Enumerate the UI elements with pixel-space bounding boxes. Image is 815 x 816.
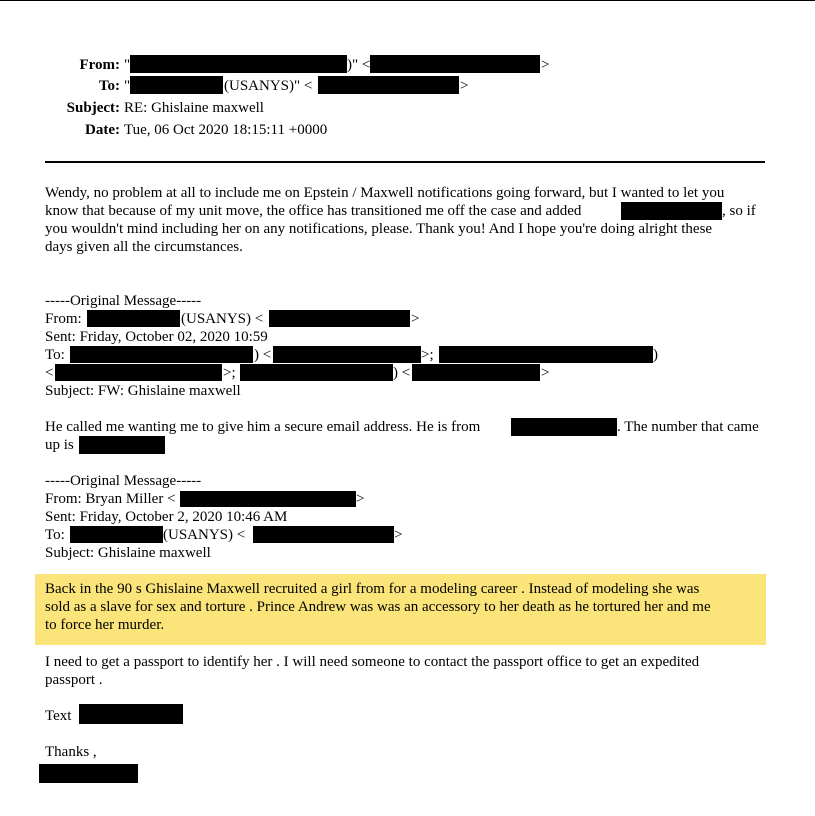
orig1-cc-sep1: >; — [223, 365, 236, 381]
orig1-cc-close: > — [541, 365, 550, 381]
to-quote-open: " — [124, 78, 131, 94]
redaction-signature — [39, 764, 138, 783]
passport-line-1: I need to get a passport to identify her . I will need someone to contact the passport office to get an expedited — [45, 654, 700, 670]
reply-line-1: Wendy, no problem at all to include me on Epstein / Maxwell notifications going forward, but I wanted to let you — [45, 185, 725, 201]
original-marker-1: -----Original Message----- — [45, 293, 202, 309]
redaction-orig1-to-email — [273, 346, 421, 363]
top-border — [0, 0, 815, 1]
redaction-orig1-from-name — [87, 310, 180, 327]
date-label: Date: — [85, 122, 120, 138]
text-label: Text — [45, 708, 72, 724]
redaction-orig1-cc-email-2 — [412, 364, 540, 381]
redaction-orig1-office — [511, 418, 617, 436]
redaction-orig1-cc-email-1 — [55, 364, 222, 381]
header-divider — [45, 161, 765, 163]
orig2-sent: Sent: Friday, October 2, 2020 10:46 AM — [45, 509, 288, 525]
redaction-orig2-from-email — [180, 491, 356, 507]
from-label: From: — [79, 57, 120, 73]
redaction-orig1-cc-name — [240, 364, 393, 381]
orig2-to-org: (USANYS) < — [163, 527, 246, 543]
to-org: (USANYS)" < — [224, 78, 313, 94]
orig1-subject: Subject: FW: Ghislaine maxwell — [45, 383, 241, 399]
orig2-from: From: Bryan Miller < — [45, 491, 176, 507]
original-marker-2: -----Original Message----- — [45, 473, 202, 489]
orig1-message-line-1b: . The number that came — [617, 419, 759, 435]
redaction-orig1-to-name — [70, 346, 253, 363]
orig1-message-line-1a: He called me wanting me to give him a secure email address. He is from — [45, 419, 481, 435]
subject-label: Subject: — [66, 100, 120, 116]
redaction-to-email — [318, 76, 459, 94]
highlight-line-2: sold as a slave for sex and torture . Prince Andrew was was an accessory to her death as he tortured her and me — [45, 599, 711, 615]
highlighted-text — [45, 580, 760, 634]
redaction-from-name — [130, 55, 347, 73]
thanks-line: Thanks , — [45, 744, 97, 760]
orig1-from-close: > — [411, 311, 420, 327]
highlight-line-3: to force her murder. — [45, 617, 165, 633]
from-quote-open: " — [124, 57, 131, 73]
passport-line-2: passport . — [45, 672, 103, 688]
reply-line-2b: , so if — [722, 203, 756, 219]
redaction-orig1-to-name-2 — [439, 346, 653, 363]
to-label: To: — [98, 78, 120, 94]
from-quote-close: )" < — [347, 57, 371, 73]
orig2-to-label: To: — [45, 527, 65, 543]
orig1-to-sep3: ) — [653, 347, 658, 363]
orig2-subject: Subject: Ghislaine maxwell — [45, 545, 211, 561]
from-angle-close: > — [541, 57, 550, 73]
orig1-to-sep1: ) < — [254, 347, 272, 363]
redaction-to-name — [130, 76, 223, 94]
reply-line-4: days given all the circumstances. — [45, 239, 243, 255]
date-value: Tue, 06 Oct 2020 18:15:11 +0000 — [124, 122, 328, 138]
to-angle-close: > — [460, 78, 469, 94]
orig1-from-label: From: — [45, 311, 82, 327]
orig2-from-close: > — [356, 491, 365, 507]
reply-line-2a: know that because of my unit move, the office has transitioned me off the case and added — [45, 203, 582, 219]
redaction-orig1-from-email — [269, 310, 410, 327]
redaction-orig2-to-email — [253, 526, 394, 543]
highlight-line-1: Back in the 90 s Ghislaine Maxwell recruited a girl from for a modeling career . Instead of modeling she was — [45, 581, 700, 597]
orig1-cc-sep2: ) < — [393, 365, 411, 381]
redaction-orig2-to-name — [70, 526, 163, 543]
orig1-sent: Sent: Friday, October 02, 2020 10:59 — [45, 329, 268, 345]
redaction-colleague-name — [621, 202, 722, 220]
redaction-orig1-phone — [79, 436, 165, 454]
redaction-from-email — [370, 55, 540, 73]
orig1-to-sep2: >; — [421, 347, 434, 363]
redaction-text-number — [79, 704, 183, 724]
orig2-to-close: > — [394, 527, 403, 543]
orig1-from-org: (USANYS) < — [181, 311, 264, 327]
orig1-to-label: To: — [45, 347, 65, 363]
orig1-message-line-2: up is — [45, 437, 74, 453]
subject-value: RE: Ghislaine maxwell — [124, 100, 264, 116]
reply-line-3: you wouldn't mind including her on any notifications, please. Thank you! And I hope you're doing alright these — [45, 221, 713, 237]
orig1-cc-open: < — [45, 365, 54, 381]
